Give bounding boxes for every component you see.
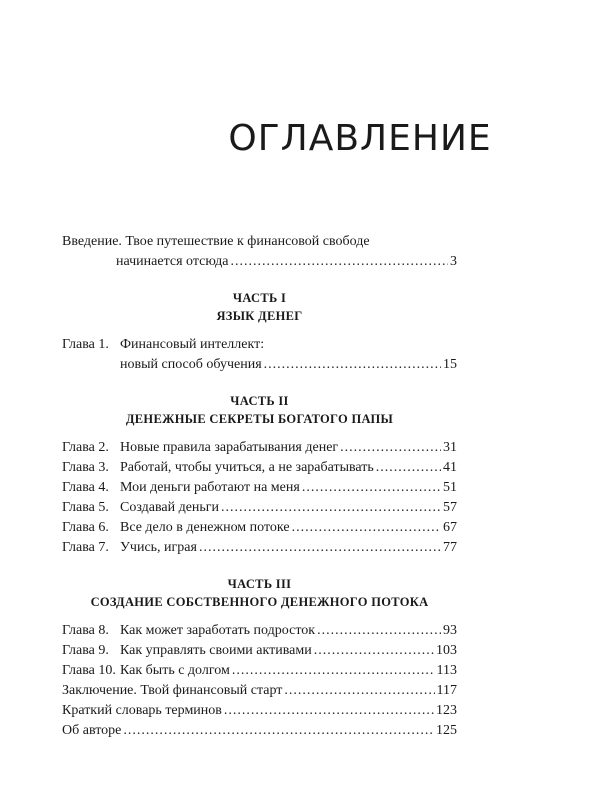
- page-number: 41: [443, 460, 457, 475]
- chapter-title: Мои деньги работают на меня: [120, 480, 300, 495]
- dot-leader: [199, 538, 441, 558]
- toc-entry-about-author[interactable]: [62, 721, 457, 741]
- toc-entry-conclusion[interactable]: [62, 681, 457, 701]
- page-title: ОГЛАВЛЕНИЕ: [228, 118, 492, 159]
- part-heading-1: [62, 289, 457, 325]
- chapter-label: Глава 8.: [62, 623, 109, 638]
- dot-leader: [232, 661, 435, 681]
- part-number: ЧАСТЬ III: [227, 577, 292, 591]
- chapter-label: Глава 5.: [62, 500, 109, 515]
- chapter-title: Как управлять своими активами: [120, 643, 312, 658]
- toc-entry-intro[interactable]: [62, 232, 457, 272]
- page-number: 67: [443, 520, 457, 535]
- page-number: 125: [436, 723, 457, 738]
- chapter-title: Все дело в денежном потоке: [120, 520, 290, 535]
- toc-entry-chapter-3[interactable]: [62, 458, 457, 478]
- page-number: 117: [436, 683, 457, 698]
- entry-title: Заключение. Твой финансовый старт: [62, 683, 283, 698]
- part-title: СОЗДАНИЕ СОБСТВЕННОГО ДЕНЕЖНОГО ПОТОКА: [90, 595, 429, 609]
- part-number: ЧАСТЬ I: [232, 291, 287, 305]
- page-number: 31: [443, 440, 457, 455]
- dot-leader: [230, 252, 448, 272]
- chapter-label: Глава 2.: [62, 440, 109, 455]
- dot-leader: [317, 621, 441, 641]
- toc-entry-chapter-9[interactable]: [62, 641, 457, 661]
- chapter-title: Создавай деньги: [120, 500, 220, 515]
- page-number: 113: [436, 663, 457, 678]
- part-title: ЯЗЫК ДЕНЕГ: [216, 309, 303, 323]
- chapter-title: Как быть с долгом: [120, 663, 230, 678]
- dot-leader: [123, 721, 434, 741]
- toc-entry-chapter-8[interactable]: [62, 621, 457, 641]
- chapter-label: Глава 6.: [62, 520, 109, 535]
- toc-entry-chapter-5[interactable]: [62, 498, 457, 518]
- chapter-title: Учись, играя: [120, 540, 197, 555]
- chapter-label: Глава 9.: [62, 643, 109, 658]
- chapter-label: Глава 3.: [62, 460, 109, 475]
- page-number: 57: [443, 500, 457, 515]
- entry-title: Об авторе: [62, 723, 122, 738]
- chapter-title-line1: Финансовый интеллект:: [120, 337, 265, 352]
- toc-entry-chapter-7[interactable]: [62, 538, 457, 558]
- part-heading-2: [62, 392, 457, 428]
- dot-leader: [224, 701, 434, 721]
- dot-leader: [284, 681, 434, 701]
- chapter-title: Работай, чтобы учиться, а не зарабатывать: [120, 460, 374, 475]
- chapter-label: Глава 1.: [62, 337, 109, 352]
- dot-leader: [314, 641, 434, 661]
- toc-entry-chapter-10[interactable]: [62, 661, 457, 681]
- page-number: 103: [436, 643, 457, 658]
- table-of-contents: [62, 232, 457, 741]
- chapter-title: Как может заработать подросток: [120, 623, 316, 638]
- page-number: 51: [443, 480, 457, 495]
- dot-leader: [302, 478, 441, 498]
- page-number: 93: [443, 623, 457, 638]
- intro-title-line2: начинается отсюда: [116, 254, 229, 269]
- toc-entry-chapter-1[interactable]: [62, 335, 457, 375]
- chapter-title: Новые правила зарабатывания денег: [120, 440, 339, 455]
- toc-entry-glossary[interactable]: [62, 701, 457, 721]
- intro-title-line1: Введение. Твое путешествие к финансовой свободе: [62, 234, 370, 249]
- toc-entry-chapter-4[interactable]: [62, 478, 457, 498]
- chapter-title-line2: новый способ обучения: [120, 357, 262, 372]
- page-number: 77: [443, 540, 457, 555]
- dot-leader: [264, 355, 441, 375]
- toc-entry-chapter-6[interactable]: [62, 518, 457, 538]
- entry-title: Краткий словарь терминов: [62, 703, 222, 718]
- page-number: 123: [436, 703, 457, 718]
- part-heading-3: [62, 575, 457, 611]
- dot-leader: [376, 458, 441, 478]
- chapter-label: Глава 7.: [62, 540, 109, 555]
- toc-entry-chapter-2[interactable]: [62, 438, 457, 458]
- part-title: ДЕНЕЖНЫЕ СЕКРЕТЫ БОГАТОГО ПАПЫ: [125, 412, 394, 426]
- dot-leader: [221, 498, 441, 518]
- dot-leader: [340, 438, 441, 458]
- dot-leader: [292, 518, 441, 538]
- page-number: 15: [443, 357, 457, 372]
- part-number: ЧАСТЬ II: [230, 394, 289, 408]
- chapter-label: Глава 10.: [62, 663, 116, 678]
- chapter-label: Глава 4.: [62, 480, 109, 495]
- page-number: 3: [450, 254, 457, 269]
